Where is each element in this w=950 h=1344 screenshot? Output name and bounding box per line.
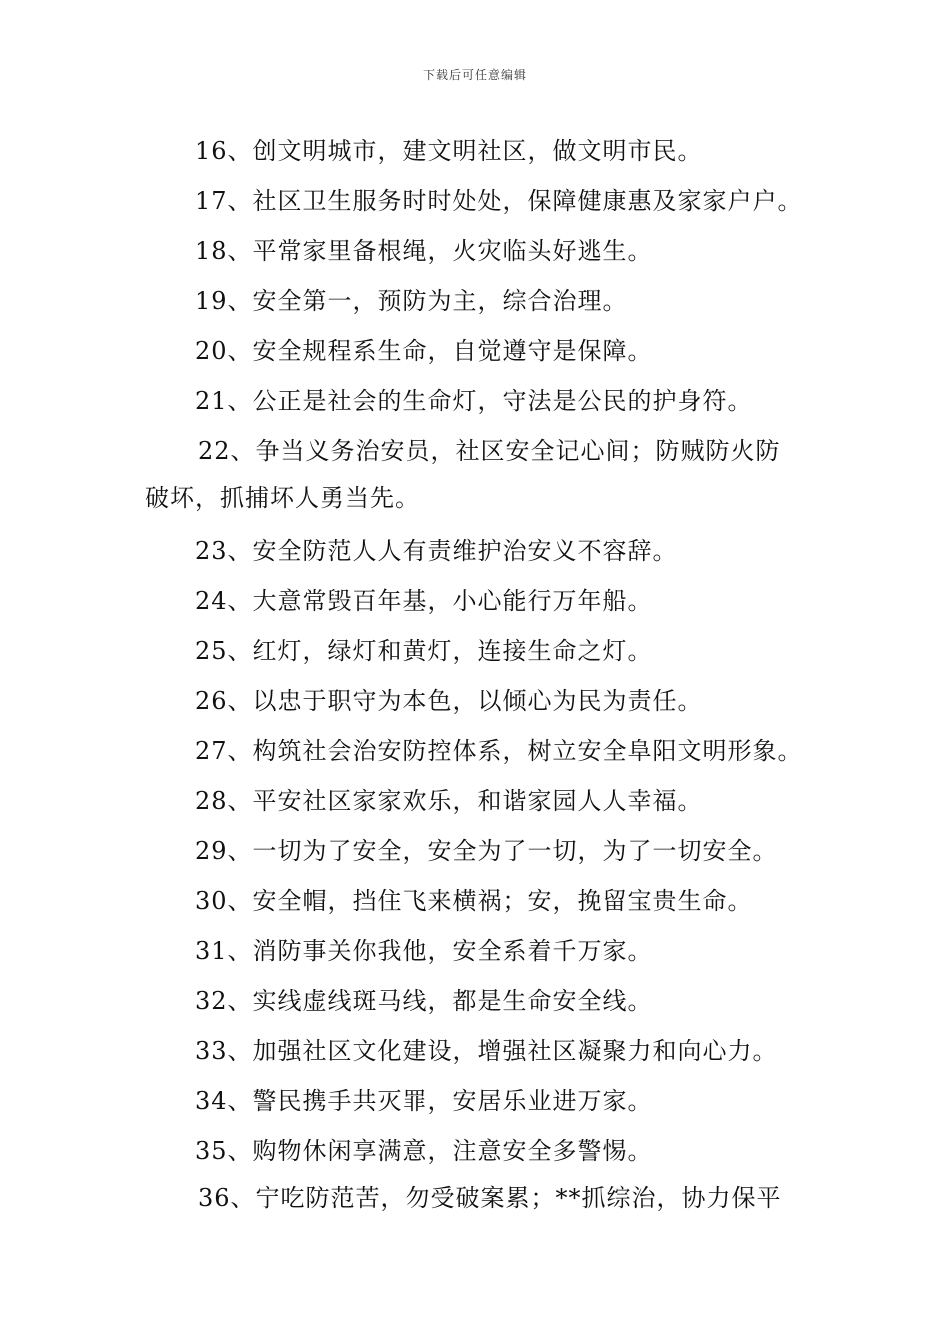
slogan-line: 25、红灯，绿灯和黄灯，连接生命之灯。 <box>195 637 653 665</box>
slogan-line: 20、安全规程系生命，自觉遵守是保障。 <box>195 337 653 365</box>
slogan-line: 35、购物休闲享满意，注意安全多警惕。 <box>195 1137 653 1165</box>
slogan-line: 16、创文明城市，建文明社区，做文明市民。 <box>195 137 703 165</box>
slogan-line: 32、实线虚线斑马线，都是生命安全线。 <box>195 987 653 1015</box>
slogan-line: 23、安全防范人人有责维护治安义不容辞。 <box>195 537 678 565</box>
page-header: 下载后可任意编辑 <box>422 68 527 82</box>
slogan-line: 26、以忠于职守为本色，以倾心为民为责任。 <box>195 687 703 715</box>
slogan-line: 19、安全第一，预防为主，综合治理。 <box>195 287 628 315</box>
slogan-line: 27、构筑社会治安防控体系，树立安全阜阳文明形象。 <box>195 737 803 765</box>
slogan-line: 30、安全帽，挡住飞来横祸；安，挽留宝贵生命。 <box>195 887 753 915</box>
slogan-line: 29、一切为了安全，安全为了一切，为了一切安全。 <box>195 837 778 865</box>
slogan-line: 21、公正是社会的生命灯，守法是公民的护身符。 <box>195 387 753 415</box>
slogan-line: 24、大意常毁百年基，小心能行万年船。 <box>195 587 653 615</box>
slogan-line: 33、加强社区文化建设，增强社区凝聚力和向心力。 <box>195 1037 778 1065</box>
slogan-line: 31、消防事关你我他，安全系着千万家。 <box>195 937 653 965</box>
slogan-line: 36、宁吃防范苦，勿受破案累；**抓综治，协力保平 <box>198 1184 782 1212</box>
slogan-line: 17、社区卫生服务时时处处，保障健康惠及家家户户。 <box>195 187 803 215</box>
slogan-line: 22、争当义务治安员，社区安全记心间；防贼防火防 <box>198 437 781 465</box>
slogan-line: 34、警民携手共灭罪，安居乐业进万家。 <box>195 1087 653 1115</box>
slogan-line-continuation: 破坏，抓捕坏人勇当先。 <box>145 484 420 512</box>
slogan-line: 18、平常家里备根绳，火灾临头好逃生。 <box>195 237 653 265</box>
slogan-line: 28、平安社区家家欢乐，和谐家园人人幸福。 <box>195 787 703 815</box>
